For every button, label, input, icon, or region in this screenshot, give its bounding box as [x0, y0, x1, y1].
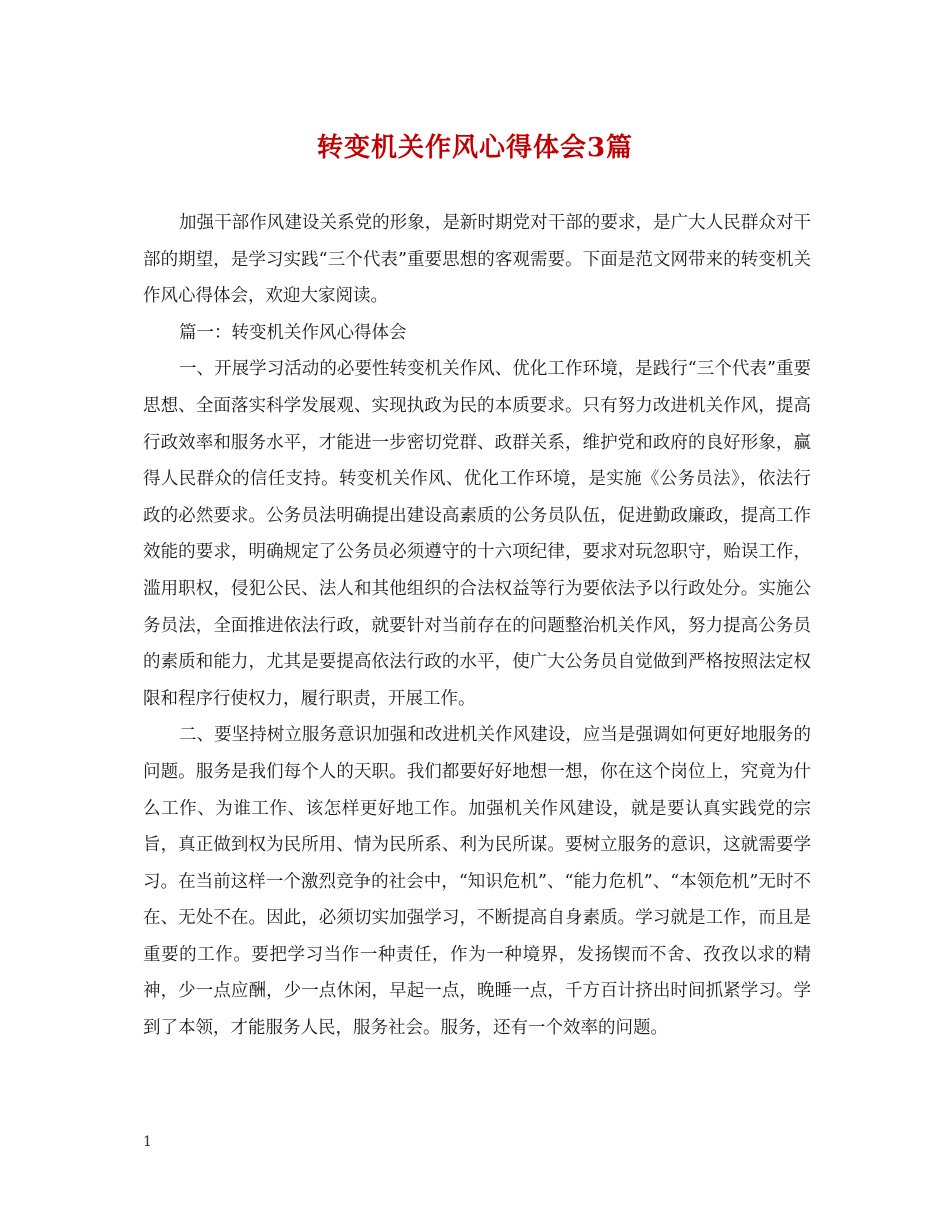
- body-paragraph: 二、要坚持树立服务意识加强和改进机关作风建设，应当是强调如何更好地服务的问题。服务是我们每个人的天职。我们都要好好地想一想，你在这个岗位上，究竟为什么工作、为谁工作、该怎样更好地工作。加强机关作风建设，就是要认真实践党的宗旨，真正做到权为民所用、情为民所系、利为民所谋。要树立服务的意识，这就需要学习。在当前这样一个激烈竞争的社会中，“知识危机”、“能力危机”、“本领危机”无时不在、无处不在。因此，必须切实加强学习，不断提高自身素质。学习就是工作，而且是重要的工作。要把学习当作一种责任，作为一种境界，发扬锲而不舍、孜孜以求的精神，少一点应酬，少一点休闲，早起一点，晚睡一点，千方百计挤出时间抓紧学习。学到了本领，才能服务人民，服务社会。服务，还有一个效率的问题。: [143, 725, 811, 1039]
- document-title: 转变机关作风心得体会3篇: [316, 133, 634, 163]
- body-paragraph: 一、开展学习活动的必要性转变机关作风、优化工作环境，是践行“三个代表”重要思想、全面落实科学发展观、实现执政为民的本质要求。只有努力改进机关作风，提高行政效率和服务水平，才能进一步密切党群、政群关系，维护党和政府的良好形象，赢得人民群众的信任支持。转变机关作风、优化工作环境，是实施《公务员法》，依法行政的必然要求。公务员法明确提出建设高素质的公务员队伍，促进勤政廉政，提高工作效能的要求，明确规定了公务员必须遵守的十六项纪律，要求对玩忽职守，贻误工作，滥用职权，侵犯公民、法人和其他组织的合法权益等行为要依法予以行政处分。实施公务员法，全面推进依法行政，就要针对当前存在的问题整治机关作风，努力提高公务员的素质和能力，尤其是要提高依法行政的水平，使广大公务员自觉做到严格按照法定权限和程序行使权力，履行职责，开展工作。: [143, 359, 811, 709]
- intro-paragraph: 加强干部作风建设关系党的形象，是新时期党对干部的要求，是广大人民群众对干部的期望，是学习实践“三个代表”重要思想的客观需要。下面是范文网带来的转变机关作风心得体会，欢迎大家阅读。: [143, 213, 811, 307]
- section-heading: 篇一：转变机关作风心得体会: [179, 322, 407, 343]
- page-number: 1: [143, 1134, 152, 1150]
- document-body: [143, 205, 811, 1047]
